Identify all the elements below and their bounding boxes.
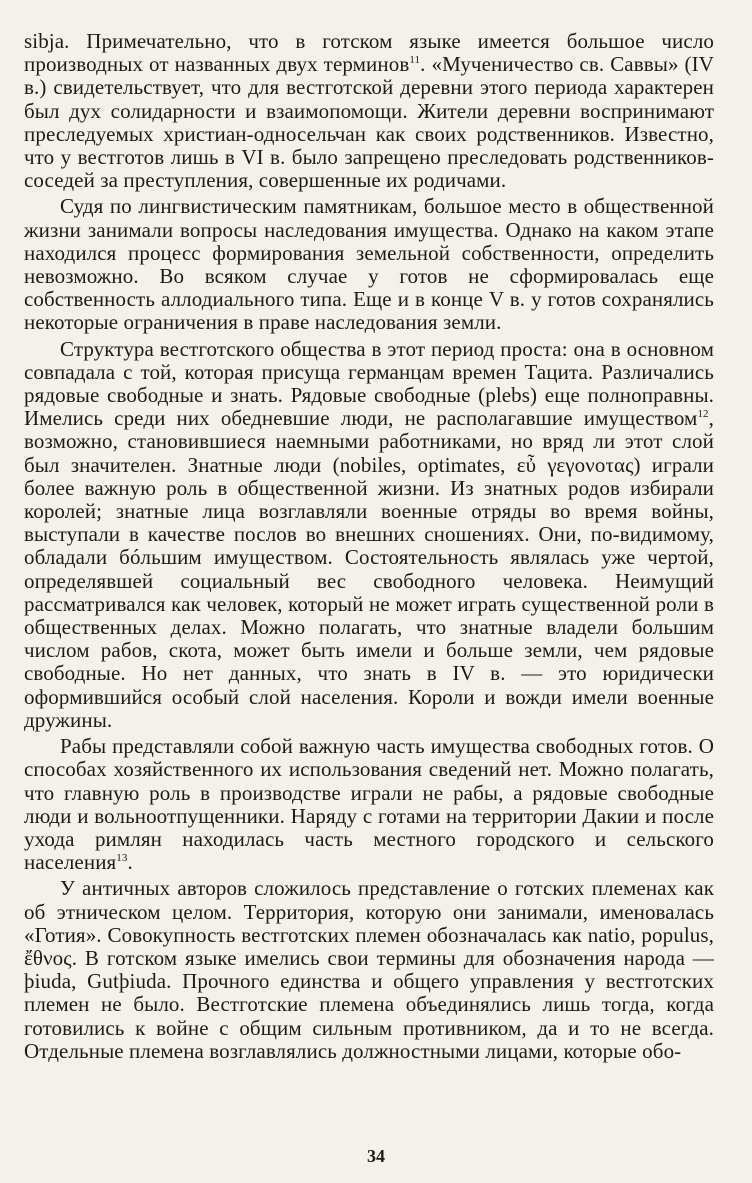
- paragraph: [24, 30, 714, 192]
- text-run: Судя по лингвистическим памятникам, большое место в общественной жизни занимали вопросы наследования имущества. Однако на каком этапе находился процесс формирования земельной собственности, определить невозможно. Во всяком случае у готов не сформировалась еще собственность аллодиального типа. Еще и в конце V в. у готов сохранялись некоторые ограничения в праве наследования земли.: [24, 194, 714, 335]
- footnote-ref: 11: [409, 54, 421, 67]
- paragraph: [24, 735, 714, 874]
- paragraph: [24, 195, 714, 334]
- text-run: . «Мученичество св. Саввы» (IV в.) свидетельствует, что для вестготской деревни этого периода характерен был дух солидарности и взаимопомощи. Жители деревни воспринимают преследуемых христиан-односельчан как своих родственников. Известно, что у вестготов лишь в VI в. было запрещено преследовать родственников-соседей за преступления, совершенные их родичами.: [24, 52, 714, 193]
- page-body: [24, 30, 714, 1063]
- text-run: sibja. Примечательно, что в готском языке имеется большое число производных от названных двух терминов: [24, 29, 714, 77]
- text-run: Рабы представляли собой важную часть имущества свободных готов. О способах хозяйственного их использования сведений нет. Можно полагать, что главную роль в производстве играли не рабы, а рядовые свободные люди и вольноотпущенники. Наряду с готами на территории Дакии и после ухода римлян находилась часть местного городского и сельского населения: [24, 734, 714, 875]
- footnote-ref: 13: [116, 852, 128, 865]
- paragraph: [24, 338, 714, 732]
- paragraph: [24, 877, 714, 1063]
- footnote-ref: 12: [697, 408, 709, 421]
- text-run: , возможно, становившиеся наемными работниками, но вряд ли этот слой был значителен. Знатные люди (nobiles, optimates, εὖ γεγονοτας) играли более важную роль в общественной жизни. Из знатных родов избирали королей; знатные лица возглавляли военные отряды во время войны, выступали в качестве послов во внешних сношениях. Они, по-видимому, обладали бóльшим имуществом. Состоятельность являлась уже чертой, определявшей социальный вес свободного человека. Неимущий рассматривался как человек, который не может играть существенной роли в общественных делах. Можно полагать, что знатные владели большим числом рабов, скота, может быть имели и больше земли, чем рядовые свободные. Но нет данных, что знать в IV в. — это юридически оформившийся особый слой населения. Короли и вожди имели военные дружины.: [24, 406, 714, 732]
- text-run: .: [127, 850, 133, 875]
- text-run: У античных авторов сложилось представление о готских племенах как об этническом целом. Территория, которую они занимали, именовалась «Готия». Совокупность вестготских племен обозначалась как natio, populus, ἔθνος. В готском языке имелись свои термины для обозначения народа — þiuda, Gutþiuda. Прочного единства и общего управления у вестготских племен не было. Вестготские племена объединялись лишь тогда, когда готовились к войне с общим сильным противником, да и то не всегда. Отдельные племена возглавлялись должностными лицами, которые обо-: [24, 876, 714, 1063]
- text-run: Структура вестготского общества в этот период проста: она в основном совпадала с той, которая присуща германцам времен Тацита. Различались рядовые свободные и знать. Рядовые свободные (plebs) еще полноправны. Имелись среди них обедневшие люди, не располагавшие имуществом: [24, 336, 714, 431]
- page-number: 34: [367, 1146, 385, 1166]
